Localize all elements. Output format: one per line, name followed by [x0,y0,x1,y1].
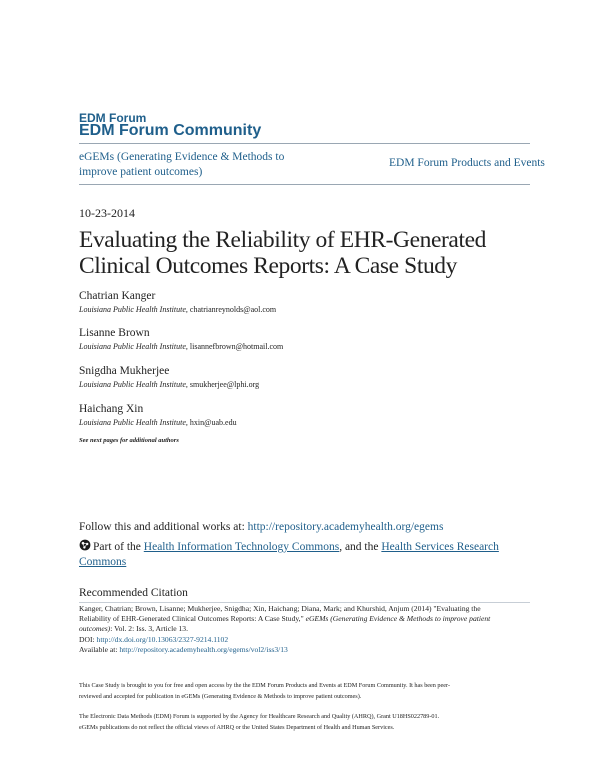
publication-date: 10-23-2014 [79,206,135,220]
doi-link[interactable]: http://dx.doi.org/10.13063/2327-9214.1102 [96,634,229,644]
open-access-line-1: This Case Study is brought to you for free and open access by the the EDM Forum Products and Events at EDM Forum Community. It has been peer- [79,682,451,689]
author-block-4 [79,403,237,427]
author-email: , lisannefbrown@hotmail.com [185,342,284,351]
author-affiliation [79,305,276,314]
citation-line-2 [79,614,539,624]
and-the-text: , and the [339,541,382,553]
follow-text: Follow this and additional works at: [79,521,248,533]
citation-rule [79,602,530,603]
follow-line [79,521,443,533]
citation-title: Reliability of EHR-Generated Clinical Outcomes Reports: A Case Study," [79,614,306,624]
affiliation-text: Louisiana Public Health Institute [79,380,186,389]
open-access-line-2: reviewed and accepted for publication in eGEMs (Generating Evidence & Methods to improve patient outcomes). [79,692,362,700]
available-label: Available at: [79,644,120,654]
title-line-2: Clinical Outcomes Reports: A Case Study [79,253,458,279]
header-top-rule [79,143,530,144]
author-email: , hxin@uab.edu [185,418,237,427]
doi-line [79,635,539,645]
funding-note [79,712,539,733]
volume-info: : Vol. 2: Iss. 3, Article 13. [110,624,188,634]
author-block-1 [79,290,276,314]
affiliation-text: Louisiana Public Health Institute [79,305,186,314]
part-of-text: Part of the [93,541,144,553]
author-block-2 [79,327,283,351]
funding-line-2: eGEMs publications do not reflect the official views of AHRQ or the United States Department of Health and Human Services. [79,723,395,731]
forum-small[interactable]: EDM Forum [79,111,147,125]
products-events-link[interactable]: EDM Forum Products and Events [389,157,545,169]
paper-title [79,227,486,279]
author-affiliation [79,380,259,389]
doi-label: DOI: [79,634,97,644]
title-line-1: Evaluating the Reliability of EHR-Generated [79,227,486,253]
journal-name: eGEMs (Generating Evidence & Methods to improve patient [305,614,491,624]
affiliation-text: Louisiana Public Health Institute [79,418,186,427]
forum-community-link[interactable]: EDM Forum Community [79,122,262,139]
author-email: , smukherjee@lphi.org [185,380,260,389]
author-name: Chatrian Kanger [79,290,156,302]
see-next-pages-note: See next pages for additional authors [79,437,179,444]
citation-text [79,604,539,655]
author-block-3 [79,365,259,389]
hsr-commons-link-cont[interactable]: Commons [79,556,127,568]
repository-link[interactable]: http://repository.academyhealth.org/egems [247,521,444,533]
available-link[interactable]: http://repository.academyhealth.org/egems/vol2/iss3/13 [119,644,288,654]
affiliation-text: Louisiana Public Health Institute [79,342,186,351]
journal-name-cont: outcomes) [79,624,111,634]
citation-line-1: Kanger, Chatrian; Brown, Lisanne; Mukherjee, Snigdha; Xin, Haichang; Diana, Mark; and Khurshid, Anjum (2014) "Evaluating the [79,604,481,613]
header-bottom-rule [79,184,530,185]
author-name: Lisanne Brown [79,327,150,339]
author-email: , chatrianreynolds@aol.com [185,305,277,314]
hsr-commons-link[interactable]: Health Services Research [381,541,499,553]
commons-network-icon [79,539,91,551]
funding-line-1: The Electronic Data Methods (EDM) Forum is supported by the Agency for Healthcare Research and Quality (AHRQ), Grant U18HS022789-01. [79,713,440,720]
citation-line-3 [79,624,539,634]
author-name: Snigdha Mukherjee [79,365,170,377]
hit-commons-link[interactable]: Health Information Technology Commons [143,541,340,553]
author-affiliation [79,418,237,427]
author-name: Haichang Xin [79,403,144,415]
commons-block [79,539,499,570]
egems-series-link[interactable]: eGEMs (Generating Evidence & Methods to improve patient outcomes) [79,151,285,178]
available-line [79,645,539,655]
open-access-note [79,681,539,702]
citation-heading: Recommended Citation [79,587,188,599]
author-affiliation [79,342,283,351]
